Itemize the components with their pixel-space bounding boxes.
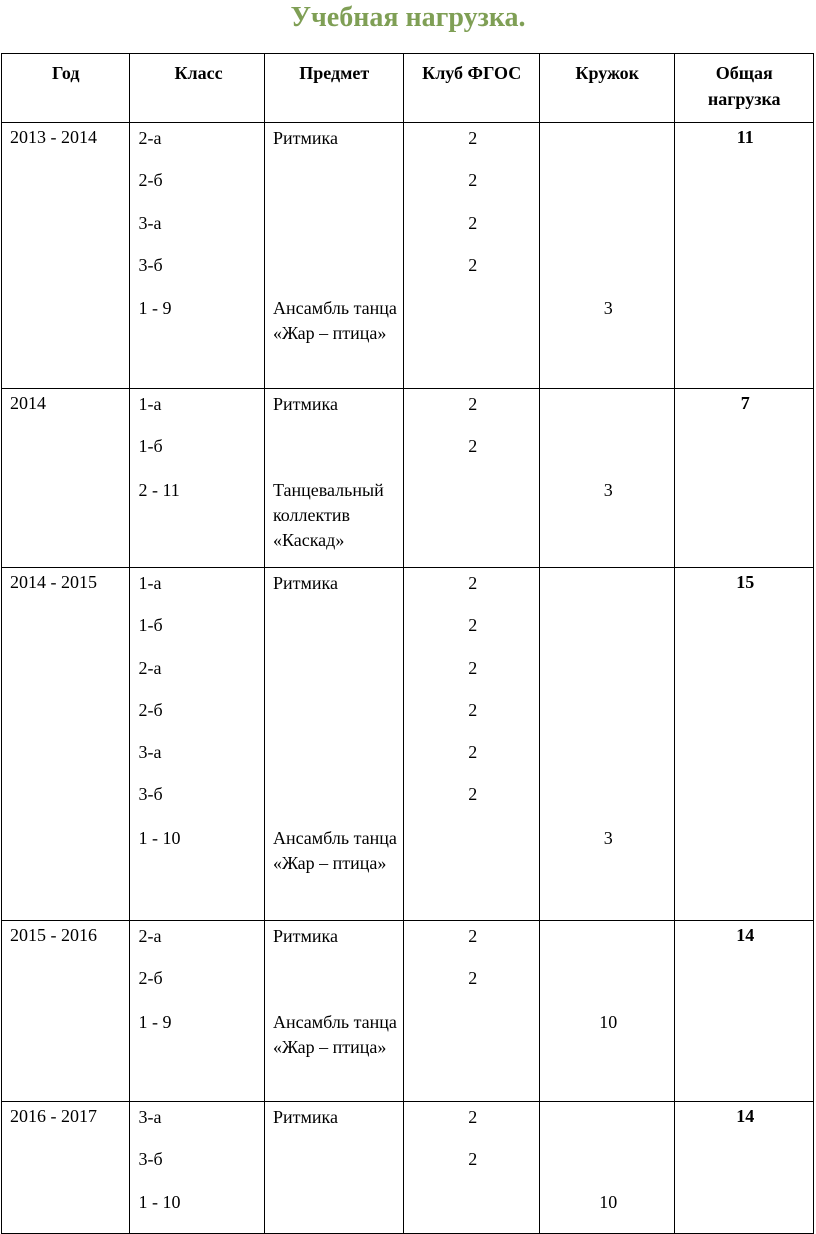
subject-value: Ансамбль танца «Жар – птица» <box>272 1011 397 1057</box>
subject-value <box>273 1148 398 1190</box>
total-value: 14 <box>736 925 755 945</box>
table-row <box>2 568 814 921</box>
year-cell <box>2 389 130 568</box>
subject-value <box>273 1191 398 1233</box>
subject-value <box>273 699 398 741</box>
subject-value <box>273 614 398 656</box>
club-value: 2 <box>468 784 478 805</box>
circle-value: 3 <box>603 298 613 319</box>
club-cell <box>404 389 540 568</box>
circle-value <box>548 741 669 783</box>
class-value: 1-а <box>138 394 162 414</box>
total-value: 14 <box>736 1106 755 1126</box>
subject-value <box>273 741 398 783</box>
class-value: 2-б <box>138 699 163 720</box>
circle-value <box>548 783 669 825</box>
club-value: 2 <box>468 254 478 275</box>
class-value: 1-б <box>138 615 163 636</box>
class-value: 3-б <box>138 254 163 275</box>
year-value: 2013 - 2014 <box>10 127 97 147</box>
circle-value <box>548 435 669 477</box>
circle-value <box>548 169 669 211</box>
subject-value: Танцевальный коллектив «Каскад» <box>272 479 384 550</box>
club-value: 2 <box>468 615 478 636</box>
subject-cell <box>264 123 404 389</box>
club-cell <box>404 1102 540 1234</box>
year-value: 2015 - 2016 <box>10 925 97 945</box>
circle-value <box>548 1106 669 1148</box>
circle-value <box>548 699 669 741</box>
subject-cell <box>264 1102 404 1234</box>
club-value: 2 <box>468 1149 478 1170</box>
total-cell <box>675 921 814 1102</box>
circle-cell <box>539 389 675 568</box>
circle-value <box>548 1148 669 1190</box>
page-title: Учебная нагрузка. <box>290 2 526 33</box>
class-value: 1-б <box>138 436 163 457</box>
club-value: 2 <box>468 436 478 457</box>
class-cell <box>130 123 264 389</box>
class-value: 2-а <box>138 128 162 148</box>
total-cell <box>675 123 814 389</box>
circle-value <box>548 657 669 699</box>
class-cell <box>130 921 264 1102</box>
header-circle: Кружок <box>539 54 675 123</box>
subject-value <box>273 169 398 211</box>
total-value: 15 <box>736 572 755 592</box>
class-cell <box>130 1102 264 1234</box>
subject-value: Ритмика <box>272 1107 338 1127</box>
subject-cell <box>264 568 404 921</box>
year-cell <box>2 568 130 921</box>
circle-cell <box>539 921 675 1102</box>
circle-value <box>548 393 669 435</box>
circle-value <box>548 212 669 254</box>
club-value: 2 <box>468 926 478 946</box>
club-value: 2 <box>468 128 478 148</box>
club-value <box>412 826 533 901</box>
year-value: 2014 - 2015 <box>10 572 97 592</box>
header-total: Общая нагрузка <box>675 54 814 123</box>
header-club: Клуб ФГОС <box>404 54 540 123</box>
subject-value <box>273 783 398 825</box>
class-value: 1 - 10 <box>138 1191 181 1212</box>
class-value: 2-б <box>138 170 163 191</box>
circle-value: 3 <box>603 479 613 500</box>
workload-table <box>1 53 814 1234</box>
circle-value <box>548 614 669 656</box>
class-value: 2 - 11 <box>138 479 180 500</box>
class-value: 1 - 9 <box>138 1011 172 1032</box>
club-value: 2 <box>468 394 478 414</box>
club-cell <box>404 568 540 921</box>
subject-value: Ансамбль танца «Жар – птица» <box>272 827 397 873</box>
club-value: 2 <box>468 212 478 233</box>
subject-value: Ритмика <box>272 926 338 946</box>
total-cell <box>675 568 814 921</box>
club-value: 2 <box>468 657 478 678</box>
subject-value <box>273 657 398 699</box>
subject-value: Ансамбль танца «Жар – птица» <box>272 298 397 344</box>
year-value: 2014 <box>10 393 46 413</box>
circle-value <box>548 127 669 169</box>
club-cell <box>404 921 540 1102</box>
year-value: 2016 - 2017 <box>10 1106 97 1126</box>
circle-value <box>548 967 669 1009</box>
year-cell <box>2 123 130 389</box>
subject-cell <box>264 389 404 568</box>
circle-value <box>548 572 669 614</box>
total-cell <box>675 389 814 568</box>
subject-value <box>273 254 398 296</box>
class-value: 3-б <box>138 1149 163 1170</box>
class-value: 2-а <box>138 926 162 946</box>
class-cell <box>130 568 264 921</box>
club-cell <box>404 123 540 389</box>
club-value: 2 <box>468 1107 478 1127</box>
subject-cell <box>264 921 404 1102</box>
circle-value: 3 <box>603 827 613 848</box>
club-value: 2 <box>468 699 478 720</box>
total-cell <box>675 1102 814 1234</box>
subject-value: Ритмика <box>272 573 338 593</box>
club-value <box>412 296 533 371</box>
club-value <box>412 1010 533 1085</box>
club-value <box>412 478 533 553</box>
header-subject: Предмет <box>264 54 404 123</box>
club-value: 2 <box>468 170 478 191</box>
circle-value <box>548 925 669 967</box>
subject-value <box>273 967 398 1009</box>
circle-value: 10 <box>599 1011 618 1032</box>
circle-cell <box>539 123 675 389</box>
header-year: Год <box>2 54 130 123</box>
subject-value <box>273 212 398 254</box>
subject-value: Ритмика <box>272 128 338 148</box>
table-row <box>2 389 814 568</box>
class-value: 2-б <box>138 968 163 989</box>
circle-value <box>548 254 669 296</box>
class-value: 1-а <box>138 573 162 593</box>
club-value: 2 <box>468 573 478 593</box>
year-cell <box>2 921 130 1102</box>
class-value: 1 - 9 <box>138 298 172 319</box>
total-value: 7 <box>740 393 750 413</box>
header-class: Класс <box>130 54 264 123</box>
total-value: 11 <box>736 127 754 147</box>
circle-cell <box>539 568 675 921</box>
class-value: 1 - 10 <box>138 827 181 848</box>
table-header-row <box>2 54 814 123</box>
subject-value <box>273 435 398 477</box>
club-value <box>412 1191 533 1233</box>
table-row <box>2 123 814 389</box>
class-value: 3-б <box>138 784 163 805</box>
class-value: 3-а <box>138 1107 162 1127</box>
class-value: 3-а <box>138 742 162 763</box>
subject-value: Ритмика <box>272 394 338 414</box>
year-cell <box>2 1102 130 1234</box>
class-value: 3-а <box>138 212 162 233</box>
circle-cell <box>539 1102 675 1234</box>
table-row <box>2 1102 814 1234</box>
class-cell <box>130 389 264 568</box>
club-value: 2 <box>468 968 478 989</box>
club-value: 2 <box>468 742 478 763</box>
table-row <box>2 921 814 1102</box>
class-value: 2-а <box>138 657 162 678</box>
circle-value: 10 <box>599 1191 618 1212</box>
